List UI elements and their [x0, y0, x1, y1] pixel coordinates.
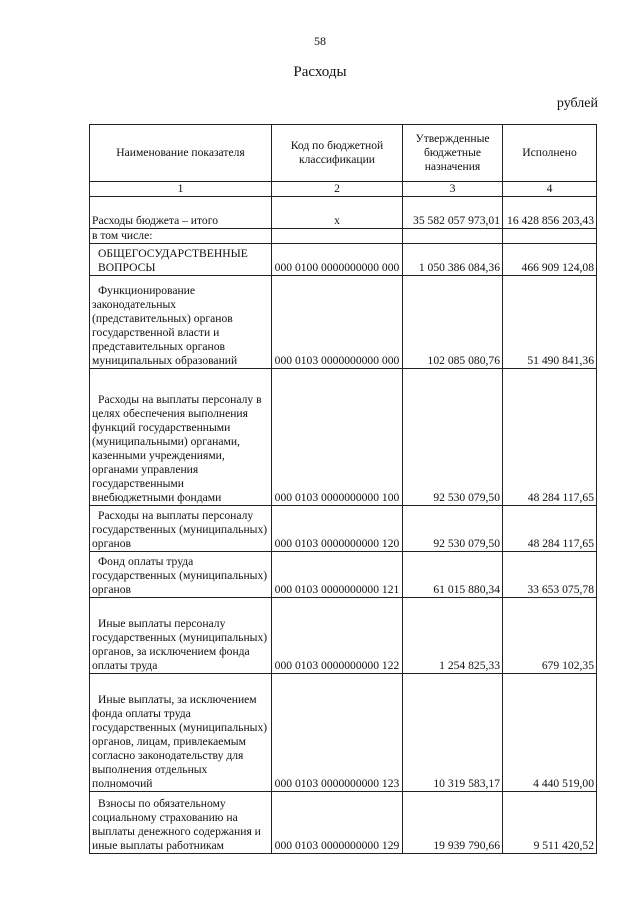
row-approved: 61 015 880,34	[403, 552, 503, 598]
table-row	[90, 244, 597, 276]
column-number-row	[90, 182, 597, 197]
header-code: Код по бюджетной классификации	[272, 125, 403, 182]
column-number: 2	[272, 182, 403, 197]
row-code: 000 0103 0000000000 120	[272, 506, 403, 552]
table-row	[90, 197, 597, 229]
row-code: 000 0103 0000000000 129	[272, 792, 403, 854]
row-code: 000 0103 0000000000 121	[272, 552, 403, 598]
row-name: Расходы бюджета – итого	[90, 197, 272, 229]
table-row	[90, 506, 597, 552]
row-name: Иные выплаты, за исключением фонда оплаты труда государственных (муниципальных) органов, лицам, привлекаемым согласно законодательству для выполнения отдельных полномочий	[90, 674, 272, 792]
row-executed: 4 440 519,00	[503, 674, 597, 792]
header-name: Наименование показателя	[90, 125, 272, 182]
row-name: Взносы по обязательному социальному страхованию на выплаты денежного содержания и иные выплаты работникам	[90, 792, 272, 854]
row-approved: 92 530 079,50	[403, 506, 503, 552]
row-code: 000 0103 0000000000 122	[272, 598, 403, 674]
row-code: 000 0100 0000000000 000	[272, 244, 403, 276]
row-code: 000 0103 0000000000 100	[272, 369, 403, 506]
row-code: 000 0103 0000000000 000	[272, 276, 403, 369]
row-name: ОБЩЕГОСУДАРСТВЕННЫЕ ВОПРОСЫ	[90, 244, 272, 276]
row-approved: 35 582 057 973,01	[403, 197, 503, 229]
table-row	[90, 792, 597, 854]
row-executed: 33 653 075,78	[503, 552, 597, 598]
table-row	[90, 552, 597, 598]
header-approved: Утвержденные бюджетные назначения	[403, 125, 503, 182]
expenses-table	[89, 124, 597, 854]
header-executed: Исполнено	[503, 125, 597, 182]
row-executed: 9 511 420,52	[503, 792, 597, 854]
row-approved: 10 319 583,17	[403, 674, 503, 792]
column-number: 4	[503, 182, 597, 197]
row-executed: 51 490 841,36	[503, 276, 597, 369]
row-name: в том числе:	[90, 229, 272, 244]
row-code: x	[272, 197, 403, 229]
row-approved: 1 050 386 084,36	[403, 244, 503, 276]
row-code	[272, 229, 403, 244]
row-executed: 48 284 117,65	[503, 369, 597, 506]
row-approved: 1 254 825,33	[403, 598, 503, 674]
document-title: Расходы	[293, 64, 347, 80]
table-row	[90, 229, 597, 244]
row-name: Фонд оплаты труда государственных (муниципальных) органов	[90, 552, 272, 598]
page-number: 58	[314, 34, 326, 48]
row-executed	[503, 229, 597, 244]
row-code: 000 0103 0000000000 123	[272, 674, 403, 792]
row-approved: 102 085 080,76	[403, 276, 503, 369]
row-approved: 92 530 079,50	[403, 369, 503, 506]
row-executed: 466 909 124,08	[503, 244, 597, 276]
table-row	[90, 369, 597, 506]
currency-unit: рублей	[556, 96, 598, 111]
row-executed: 16 428 856 203,43	[503, 197, 597, 229]
column-number: 3	[403, 182, 503, 197]
table-row	[90, 674, 597, 792]
row-executed: 679 102,35	[503, 598, 597, 674]
row-approved	[403, 229, 503, 244]
row-name: Расходы на выплаты персоналу государственных (муниципальных) органов	[90, 506, 272, 552]
table-row	[90, 598, 597, 674]
column-number: 1	[90, 182, 272, 197]
row-name: Расходы на выплаты персоналу в целях обеспечения выполнения функций государственными (муниципальными) органами, казенными учреждениями, органами управления государственными внебюджетными фондами	[90, 369, 272, 506]
table-row	[90, 276, 597, 369]
header-row	[90, 125, 597, 182]
row-name: Иные выплаты персоналу государственных (муниципальных) органов, за исключением фонда оплаты труда	[90, 598, 272, 674]
row-name: Функционирование законодательных (представительных) органов государственной власти и представительных органов муниципальных образований	[90, 276, 272, 369]
row-approved: 19 939 790,66	[403, 792, 503, 854]
row-executed: 48 284 117,65	[503, 506, 597, 552]
